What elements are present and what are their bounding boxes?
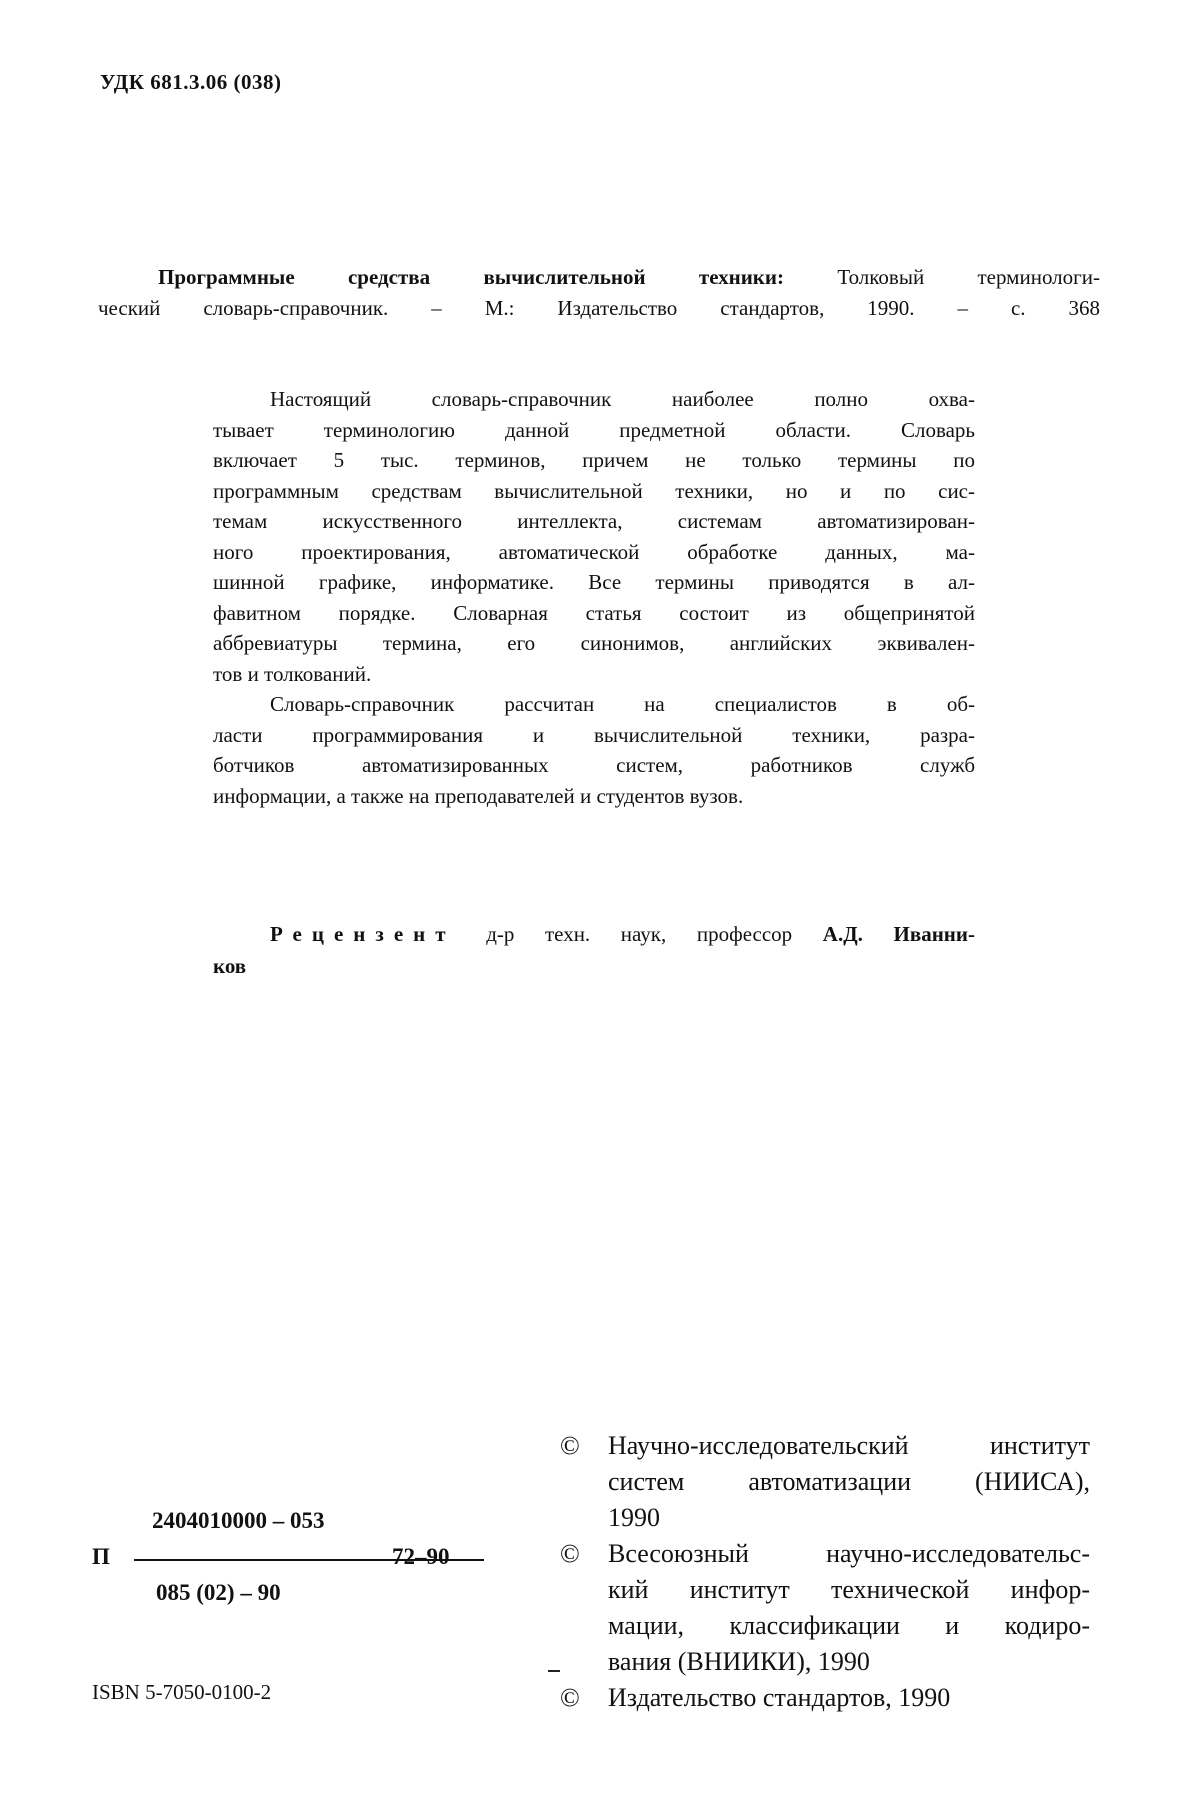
abstract-line: включает 5 тыс. терминов, причем не только термины по <box>213 448 975 472</box>
stray-dash-mark <box>548 1670 560 1672</box>
copyright-line: мации, классификации и кодиро- <box>608 1611 1090 1640</box>
abstract <box>213 384 975 811</box>
copyright-entry <box>560 1680 1090 1716</box>
copyright-block <box>560 1428 1090 1716</box>
index-right-code: 72–90 <box>392 1544 450 1569</box>
copyright-line: вания (ВНИИКИ), 1990 <box>608 1647 870 1676</box>
reviewer-label: Рецензент <box>270 922 456 946</box>
abstract-line: шинной графике, информатике. Все термины приводятся в ал- <box>213 570 975 594</box>
udk-code: УДК 681.3.06 (038) <box>100 70 282 94</box>
copyright-line: систем автоматизации (НИИСА), <box>608 1467 1090 1496</box>
index-letter: П <box>92 1544 110 1569</box>
reviewer-credit <box>213 918 975 982</box>
copyright-line: Издательство стандартов, 1990 <box>608 1683 951 1712</box>
abstract-line: ного проектирования, автоматической обработке данных, ма- <box>213 539 975 564</box>
abstract-line: ботчиков автоматизированных систем, работников служб <box>213 753 975 777</box>
reviewer-degree: д-р техн. наук, профессор <box>486 922 793 946</box>
copyright-entry <box>560 1536 1090 1680</box>
abstract-line: информации, а также на преподавателей и студентов вузов. <box>213 783 744 808</box>
copyright-icon: © <box>560 1539 580 1568</box>
abstract-line: аббревиатуры термина, его синонимов, английских эквивален- <box>213 631 975 655</box>
abstract-line: Словарь-справочник рассчитан на специалистов в об- <box>270 692 975 716</box>
copyright-icon: © <box>560 1683 580 1712</box>
reviewer-line <box>213 918 975 950</box>
isbn: ISBN 5-7050-0100-2 <box>92 1680 272 1704</box>
abstract-line: фавитном порядке. Словарная статья состоит из общепринятой <box>213 600 975 625</box>
copyright-line: Научно-исследовательский институт <box>608 1431 1090 1460</box>
reviewer-name-continued: ков <box>213 954 247 978</box>
book-subtitle: Толковый терминологи- <box>837 265 1100 289</box>
book-title: Программные средства вычислительной техники: <box>158 265 784 289</box>
abstract-line: ласти программирования и вычислительной техники, разра- <box>213 722 975 747</box>
reviewer-name: А.Д. Иванни- <box>822 922 975 946</box>
index-denominator: 085 (02) – 90 <box>156 1580 281 1605</box>
abstract-line: программным средствам вычислительной техники, но и по сис- <box>213 478 975 503</box>
publication-index <box>92 1508 522 1618</box>
abstract-line: темам искусственного интеллекта, системам автоматизирован- <box>213 509 975 533</box>
index-numerator: 2404010000 – 053 <box>152 1508 325 1533</box>
abstract-line: Настоящий словарь-справочник наиболее полно охва- <box>270 387 975 411</box>
bibliographic-line-1 <box>98 262 1100 293</box>
copyright-icon: © <box>560 1431 580 1460</box>
copyright-line: Всесоюзный научно-исследовательс- <box>608 1539 1090 1568</box>
abstract-line: тывает терминологию данной предметной области. Словарь <box>213 417 975 442</box>
copyright-entry <box>560 1428 1090 1536</box>
copyright-line: 1990 <box>608 1503 660 1532</box>
bibliographic-line-2: ческий словарь-справочник. – М.: Издательство стандартов, 1990. – с. 368 <box>98 296 1100 320</box>
copyright-line: кий институт технической инфор- <box>608 1575 1090 1604</box>
abstract-line: тов и толкований. <box>213 661 372 686</box>
bibliographic-record <box>98 262 1100 324</box>
